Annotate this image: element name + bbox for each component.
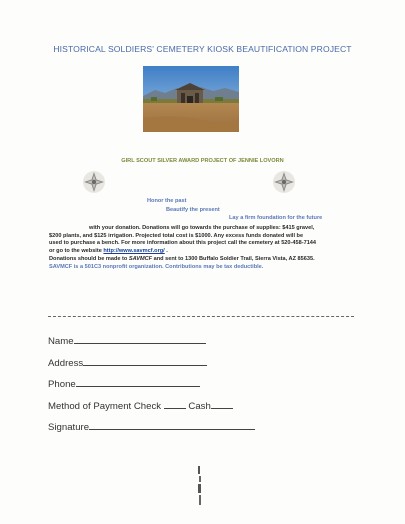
address-field[interactable] (48, 357, 207, 369)
name-blank-line[interactable] (74, 335, 206, 344)
phone-label: Phone (48, 379, 76, 390)
website-link[interactable]: http://www.savmcf.org/ (103, 248, 165, 255)
payment-label: Method of Payment Check (48, 401, 162, 412)
motto-line: Lay a firm foundation for the future (229, 215, 323, 221)
payee-name: SAVMCF (128, 255, 153, 262)
paragraph-line (49, 248, 354, 256)
cut-line-divider (48, 316, 354, 317)
motto-line: Beautify the present (166, 207, 220, 213)
paragraph-text: and sent to 1300 Buffalo Soldier Trail, Sierra Vista, AZ 85635. (152, 255, 315, 262)
cash-label: Cash (188, 401, 211, 412)
paragraph-line (49, 256, 354, 264)
phone-blank-line[interactable] (76, 378, 200, 387)
paragraph-text: Donations should be made to (49, 255, 129, 262)
name-label: Name (48, 336, 74, 347)
phone-field[interactable] (48, 378, 200, 390)
name-field[interactable] (48, 335, 206, 347)
motto-line: Honor the past (147, 198, 187, 204)
address-label: Address (48, 358, 84, 369)
paragraph-line: $200 plants, and $125 irrigation. Projected total cost is $1000. Any excess funds donated will be (49, 232, 304, 239)
project-subheading: GIRL SCOUT SILVER AWARD PROJECT OF JENNIE LOVORN (121, 158, 284, 164)
paragraph-line: with your donation. Donations will go towards the purchase of supplies: $415 gravel, (89, 225, 315, 231)
address-blank-line[interactable] (83, 357, 207, 366)
star-emblem-icon (82, 170, 106, 194)
scan-mark (196, 466, 204, 506)
cash-blank-line[interactable] (211, 400, 233, 409)
payment-method-field[interactable] (48, 400, 233, 412)
signature-blank-line[interactable] (89, 421, 255, 430)
page-title: HISTORICAL SOLDIERS' CEMETERY KIOSK BEAUTIFICATION PROJECT (53, 44, 352, 54)
check-blank-line[interactable] (164, 400, 186, 409)
paragraph-line: SAVMCF is a 501C3 nonprofit organization. Contributions may be tax deductible. (49, 263, 264, 270)
signature-field[interactable] (48, 421, 255, 433)
paragraph-text: . (164, 248, 168, 255)
donation-paragraph (49, 225, 354, 271)
kiosk-photo (143, 66, 239, 132)
signature-label: Signature (48, 422, 90, 433)
paragraph-text: or go to the website (49, 248, 104, 255)
paragraph-line: used to purchase a bench. For more information about this project call the cemetery at 520-458-7144 (49, 240, 317, 247)
star-emblem-icon (272, 170, 296, 194)
